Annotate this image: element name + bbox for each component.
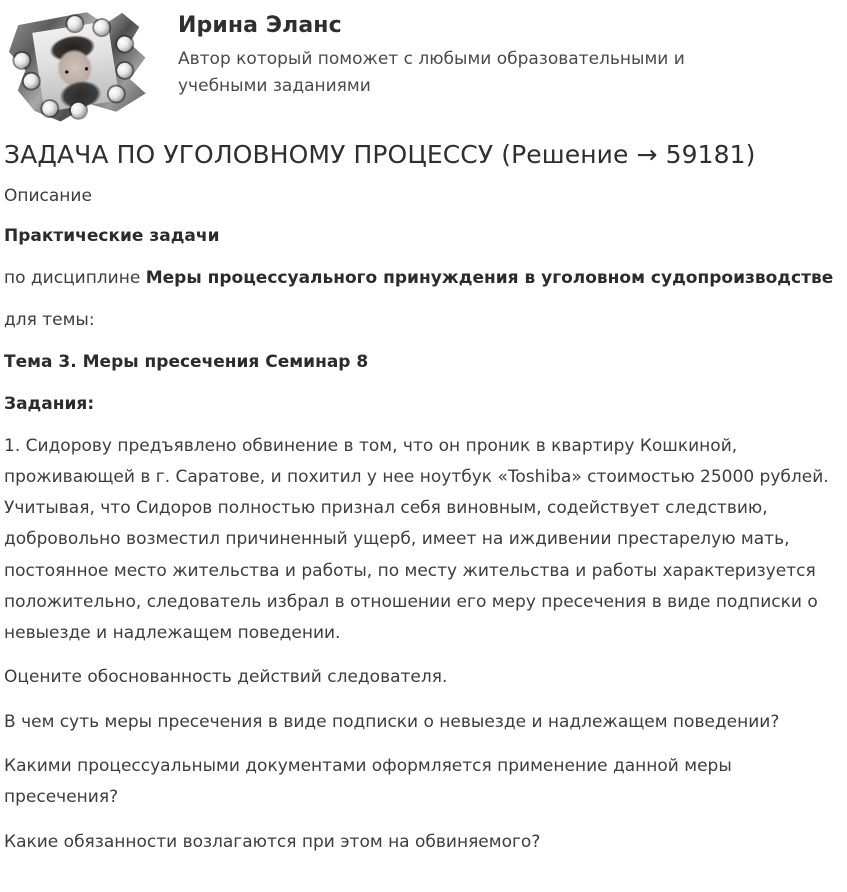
- work-kind: Практические задачи: [4, 225, 220, 246]
- author-meta: [160, 8, 778, 101]
- author-name: Ирина Эланс: [178, 13, 342, 38]
- discipline-name: Меры процессуального принуждения в уголовном судопроизводстве: [145, 267, 834, 288]
- task-text: 1. Сидорову предъявлено обвинение в том, что он проник в квартиру Кошкиной, проживающей в г. Саратове, и похитил у нее ноутбук «Toshiba» стоимостью 25000 рублей. Учитывая, что Сидоров полностью признал себя виновным, содействует следствию, добровольно возместил причиненный ущерб, имеет на иждивении престарелую мать, постоянное место жительства и работы, по месту жительства и работы характеризуется положительно, следователь избрал в отношении его меру пресечения в виде подписки о невыезде и надлежащем поведении.: [4, 435, 829, 644]
- question-4: Какие обязанности возлагаются при этом на обвиняемого?: [4, 831, 541, 852]
- discipline-line: [4, 263, 841, 294]
- author-header: [0, 0, 847, 128]
- topic-label: для темы:: [4, 309, 95, 330]
- question-1: Оцените обоснованность действий следователя.: [4, 667, 448, 688]
- avatar-photo: [32, 21, 120, 112]
- question-3: Какими процессуальными документами оформляется применение данной меры пресечения?: [4, 756, 732, 808]
- tasks-label: Задания:: [4, 393, 95, 414]
- avatar: [0, 8, 160, 126]
- question-2: В чем суть меры пресечения в виде подписки о невыезде и надлежащем поведении?: [4, 711, 780, 732]
- description-label: Описание: [4, 186, 92, 206]
- author-tagline: Автор который поможет с любыми образовательными и учебными заданиями: [178, 48, 685, 97]
- page-title: ЗАДАЧА ПО УГОЛОВНОМУ ПРОЦЕССУ (Решение → 59181): [4, 140, 756, 169]
- avatar-decorative-frame: [5, 8, 154, 126]
- article-body: [0, 128, 847, 858]
- topic-name: Тема 3. Меры пресечения Семинар 8: [4, 351, 369, 372]
- discipline-prefix: по дисциплине: [4, 267, 146, 288]
